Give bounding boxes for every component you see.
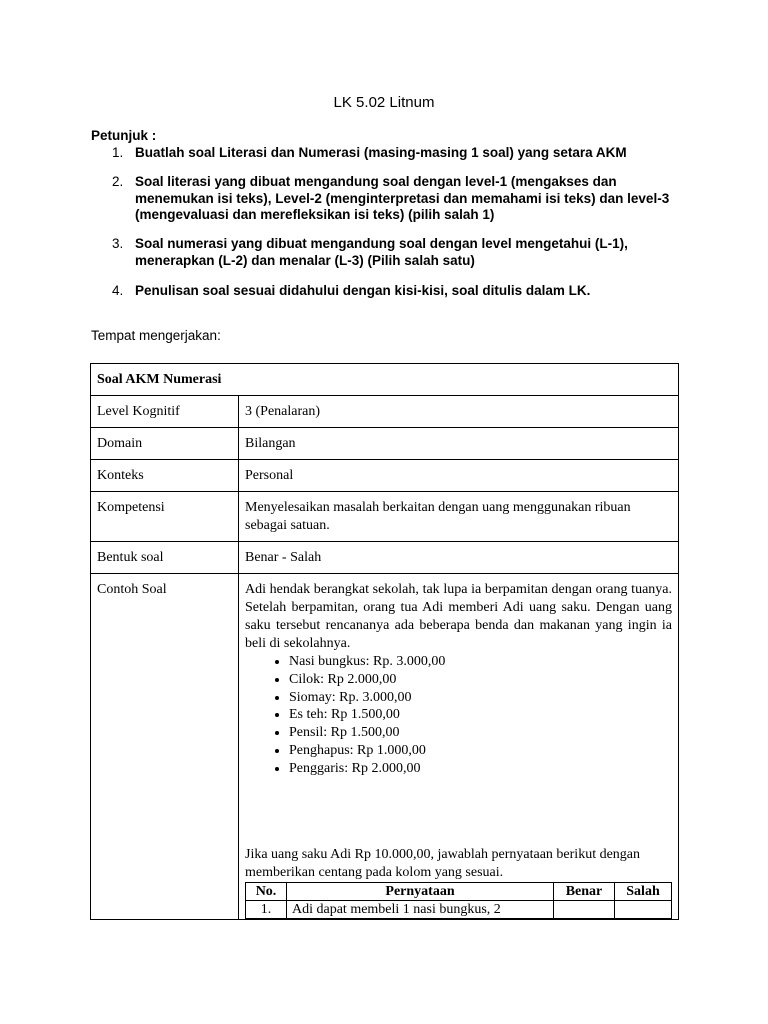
instruction-text: Soal literasi yang dibuat mengandung soal dengan level-1 (mengakses dan menemukan isi teks), Level-2 (menginterpretasi dan memahami isi teks) dan level-3 (mengevaluasi dan merefleksikan isi teks) (pilih salah 1) <box>135 174 670 222</box>
answer-statement: Adi dapat membeli 1 nasi bungkus, 2 <box>287 900 554 918</box>
row-value: 3 (Penalaran) <box>239 396 679 428</box>
table-header: Soal AKM Numerasi <box>91 364 679 396</box>
example-label: Contoh Soal <box>91 574 239 920</box>
table-row <box>91 428 679 460</box>
instruction-item <box>112 283 672 300</box>
answer-false-checkbox[interactable] <box>615 900 672 918</box>
instruction-number: 1. <box>112 145 124 160</box>
answer-table <box>245 882 672 919</box>
list-item: • Nasi bungkus: Rp. 3.000,00 <box>289 653 672 671</box>
col-no-header: No. <box>246 882 287 900</box>
price-list <box>245 653 672 778</box>
row-label: Bentuk soal <box>91 542 239 574</box>
answer-header-row <box>246 882 672 900</box>
table-header-row <box>91 364 679 396</box>
example-cell <box>239 574 679 920</box>
instruction-number: 4. <box>112 283 124 298</box>
list-item: • Penggaris: Rp 2.000,00 <box>289 760 672 778</box>
instruction-item <box>112 145 672 162</box>
instruction-text: Buatlah soal Literasi dan Numerasi (masing-masing 1 soal) yang setara AKM <box>135 145 627 160</box>
answer-no: 1. <box>246 900 287 918</box>
row-value: Personal <box>239 460 679 492</box>
col-true-header: Benar <box>554 882 615 900</box>
col-false-header: Salah <box>615 882 672 900</box>
table-row <box>91 396 679 428</box>
list-item: • Pensil: Rp 1.500,00 <box>289 724 672 742</box>
row-label: Domain <box>91 428 239 460</box>
list-item: • Penghapus: Rp 1.000,00 <box>289 742 672 760</box>
instructions-label: Petunjuk : <box>91 128 157 143</box>
example-row <box>91 574 679 920</box>
row-label: Konteks <box>91 460 239 492</box>
list-item: • Siomay: Rp. 3.000,00 <box>289 689 672 707</box>
answer-row <box>246 900 672 918</box>
col-statement-header: Pernyataan <box>287 882 554 900</box>
list-item: • Es teh: Rp 1.500,00 <box>289 706 672 724</box>
page-title: LK 5.02 Litnum <box>333 94 435 111</box>
list-item: • Cilok: Rp 2.000,00 <box>289 671 672 689</box>
workplace-label: Tempat mengerjakan: <box>91 328 221 343</box>
example-question: Jika uang saku Adi Rp 10.000,00, jawablah pernyataan berikut dengan memberikan centang pada kolom yang sesuai. <box>245 846 641 880</box>
row-value: Benar - Salah <box>239 542 679 574</box>
table-row <box>91 542 679 574</box>
table-row <box>91 460 679 492</box>
instruction-text: Penulisan soal sesuai didahului dengan kisi-kisi, soal ditulis dalam LK. <box>135 283 591 298</box>
answer-true-checkbox[interactable] <box>554 900 615 918</box>
instruction-number: 2. <box>112 174 124 189</box>
blank-space <box>245 778 672 846</box>
akm-question-table <box>90 363 679 920</box>
instruction-text: Soal numerasi yang dibuat mengandung soal dengan level mengetahui (L-1), menerapkan (L-2) dan menalar (L-3) (Pilih salah satu) <box>135 236 628 268</box>
row-label: Kompetensi <box>91 492 239 542</box>
instruction-number: 3. <box>112 236 124 251</box>
table-row <box>91 492 679 542</box>
instruction-item <box>112 236 672 269</box>
instruction-item <box>112 174 672 224</box>
row-value: Bilangan <box>239 428 679 460</box>
row-value: Menyelesaikan masalah berkaitan dengan uang menggunakan ribuan sebagai satuan. <box>239 492 679 542</box>
example-intro: Adi hendak berangkat sekolah, tak lupa ia berpamitan dengan orang tuanya. Setelah berpamitan, orang tua Adi memberi Adi uang saku. Dengan uang saku tersebut rencananya ada beberapa benda dan makanan yang ingin ia beli di sekolahnya. <box>245 582 672 651</box>
row-label: Level Kognitif <box>91 396 239 428</box>
